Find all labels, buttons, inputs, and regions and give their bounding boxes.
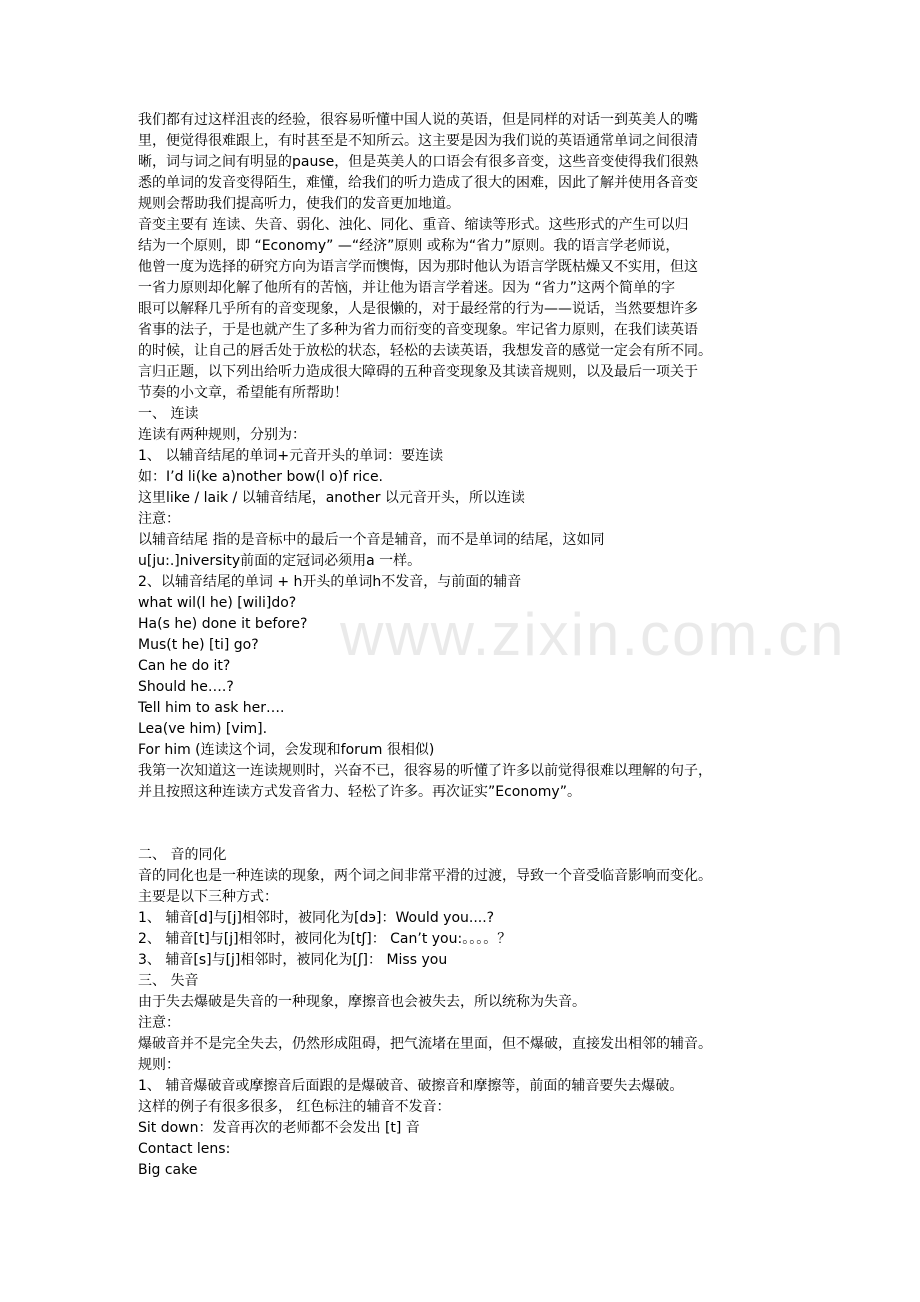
document-body [138, 110, 788, 1181]
text-line: 眼可以解释几乎所有的音变现象，人是很懒的，对于最经常的行为——说话，当然要想许多 [138, 301, 698, 317]
text-line: 音变主要有 连读、失音、弱化、浊化、同化、重音、缩读等形式。这些形式的产生可以归 [138, 217, 689, 233]
text-line: 由于失去爆破是失音的一种现象，摩擦音也会被失去，所以统称为失音。 [138, 994, 586, 1010]
text-line: 我第一次知道这一连读规则时，兴奋不已，很容易的听懂了许多以前觉得很难以理解的句子， [138, 763, 712, 779]
text-line: 如：I’d li(ke a)nother bow(l o)f rice. [138, 469, 384, 485]
text-line: 2、以辅音结尾的单词 + h开头的单词h不发音，与前面的辅音 [138, 574, 522, 590]
text-line: 三、 失音 [138, 973, 199, 989]
text-line: Tell him to ask her…. [138, 700, 285, 716]
text-line: 言归正题，以下列出给听力造成很大障碍的五种音变现象及其读音规则，以及最后一项关于 [138, 364, 698, 380]
text-line: 我们都有过这样沮丧的经验，很容易听懂中国人说的英语，但是同样的对话一到英美人的嘴 [138, 112, 698, 128]
text-line: 晰，词与词之间有明显的pause，但是英美人的口语会有很多音变，这些音变使得我们很熟 [138, 154, 699, 170]
text-line: 主要是以下三种方式： [138, 889, 278, 905]
text-line: 结为一个原则，即 “Economy” —“经济”原则 或称为“省力”原则。我的语言学老师说， [138, 238, 680, 254]
text-line: Big cake [138, 1162, 198, 1178]
text-line: 1、 辅音[d]与[j]相邻时，被同化为[dэ]：Would you....? [138, 910, 495, 926]
text-line: 节奏的小文章，希望能有所帮助！ [138, 385, 348, 401]
text-line: 连读有两种规则，分别为： [138, 427, 306, 443]
text-line: 2、 辅音[t]与[j]相邻时，被同化为[tʃ]： Can’t you:。。。。？ [138, 931, 512, 947]
text-line: Ha(s he) done it before? [138, 616, 308, 632]
text-line: 1、 辅音爆破音或摩擦音后面跟的是爆破音、破擦音和摩擦等，前面的辅音要失去爆破。 [138, 1078, 684, 1094]
text-block-top [138, 110, 788, 803]
text-line: 这样的例子有很多很多， 红色标注的辅音不发音： [138, 1099, 451, 1115]
text-line: Should he….? [138, 679, 234, 695]
text-line: 这里like / laik / 以辅音结尾，another 以元音开头，所以连读 [138, 490, 525, 506]
text-line: 一省力原则却化解了他所有的苦恼，并让他为语言学着迷。因为 “省力”这两个简单的字 [138, 280, 675, 296]
text-line: 二、 音的同化 [138, 847, 227, 863]
text-line: Mus(t he) [ti] go? [138, 637, 259, 653]
text-line: 并且按照这种连读方式发音省力、轻松了许多。再次证实”Economy”。 [138, 784, 581, 800]
text-block-bottom [138, 845, 788, 1181]
text-line: 注意： [138, 1015, 180, 1031]
text-line: 的时候，让自己的唇舌处于放松的状态，轻松的去读英语，我想发音的感觉一定会有所不同。 [138, 343, 712, 359]
text-line: 以辅音结尾 指的是音标中的最后一个音是辅音，而不是单词的结尾，这如同 [138, 532, 605, 548]
text-line: 规则会帮助我们提高听力，使我们的发音更加地道。 [138, 196, 460, 212]
text-line: 3、 辅音[s]与[j]相邻时，被同化为[ʃ]： Miss you [138, 952, 448, 968]
text-line: 爆破音并不是完全失去，仍然形成阻碍，把气流堵在里面，但不爆破，直接发出相邻的辅音。 [138, 1036, 712, 1052]
text-line: Lea(ve him) [vim]. [138, 721, 268, 737]
text-line: For him (连读这个词，会发现和forum 很相似) [138, 742, 435, 758]
text-line: Can he do it? [138, 658, 231, 674]
text-line: Contact lens: [138, 1141, 231, 1157]
text-line: 悉的单词的发音变得陌生，难懂，给我们的听力造成了很大的困难，因此了解并使用各音变 [138, 175, 698, 191]
watermark: www.zixin.com.cn [340, 601, 846, 668]
text-line: 省事的法子，于是也就产生了多种为省力而衍变的音变现象。牢记省力原则，在我们读英语 [138, 322, 698, 338]
text-line: Sit down：发音再次的老师都不会发出 [t] 音 [138, 1120, 420, 1136]
text-line: 他曾一度为选择的研究方向为语言学而懊悔，因为那时他认为语言学既枯燥又不实用，但这 [138, 259, 698, 275]
text-line: 1、 以辅音结尾的单词+元音开头的单词：要连读 [138, 448, 444, 464]
text-line: 一、 连读 [138, 406, 199, 422]
text-line: 规则： [138, 1057, 180, 1073]
text-line: 音的同化也是一种连读的现象，两个词之间非常平滑的过渡，导致一个音受临音影响而变化。 [138, 868, 712, 884]
text-line: 注意： [138, 511, 180, 527]
text-line: u[ju:.]niversity前面的定冠词必须用a 一样。 [138, 553, 422, 569]
text-line: 里，便觉得很难跟上，有时甚至是不知所云。这主要是因为我们说的英语通常单词之间很清 [138, 133, 698, 149]
section-gap [138, 803, 788, 845]
text-line: what wil(l he) [wili]do? [138, 595, 297, 611]
